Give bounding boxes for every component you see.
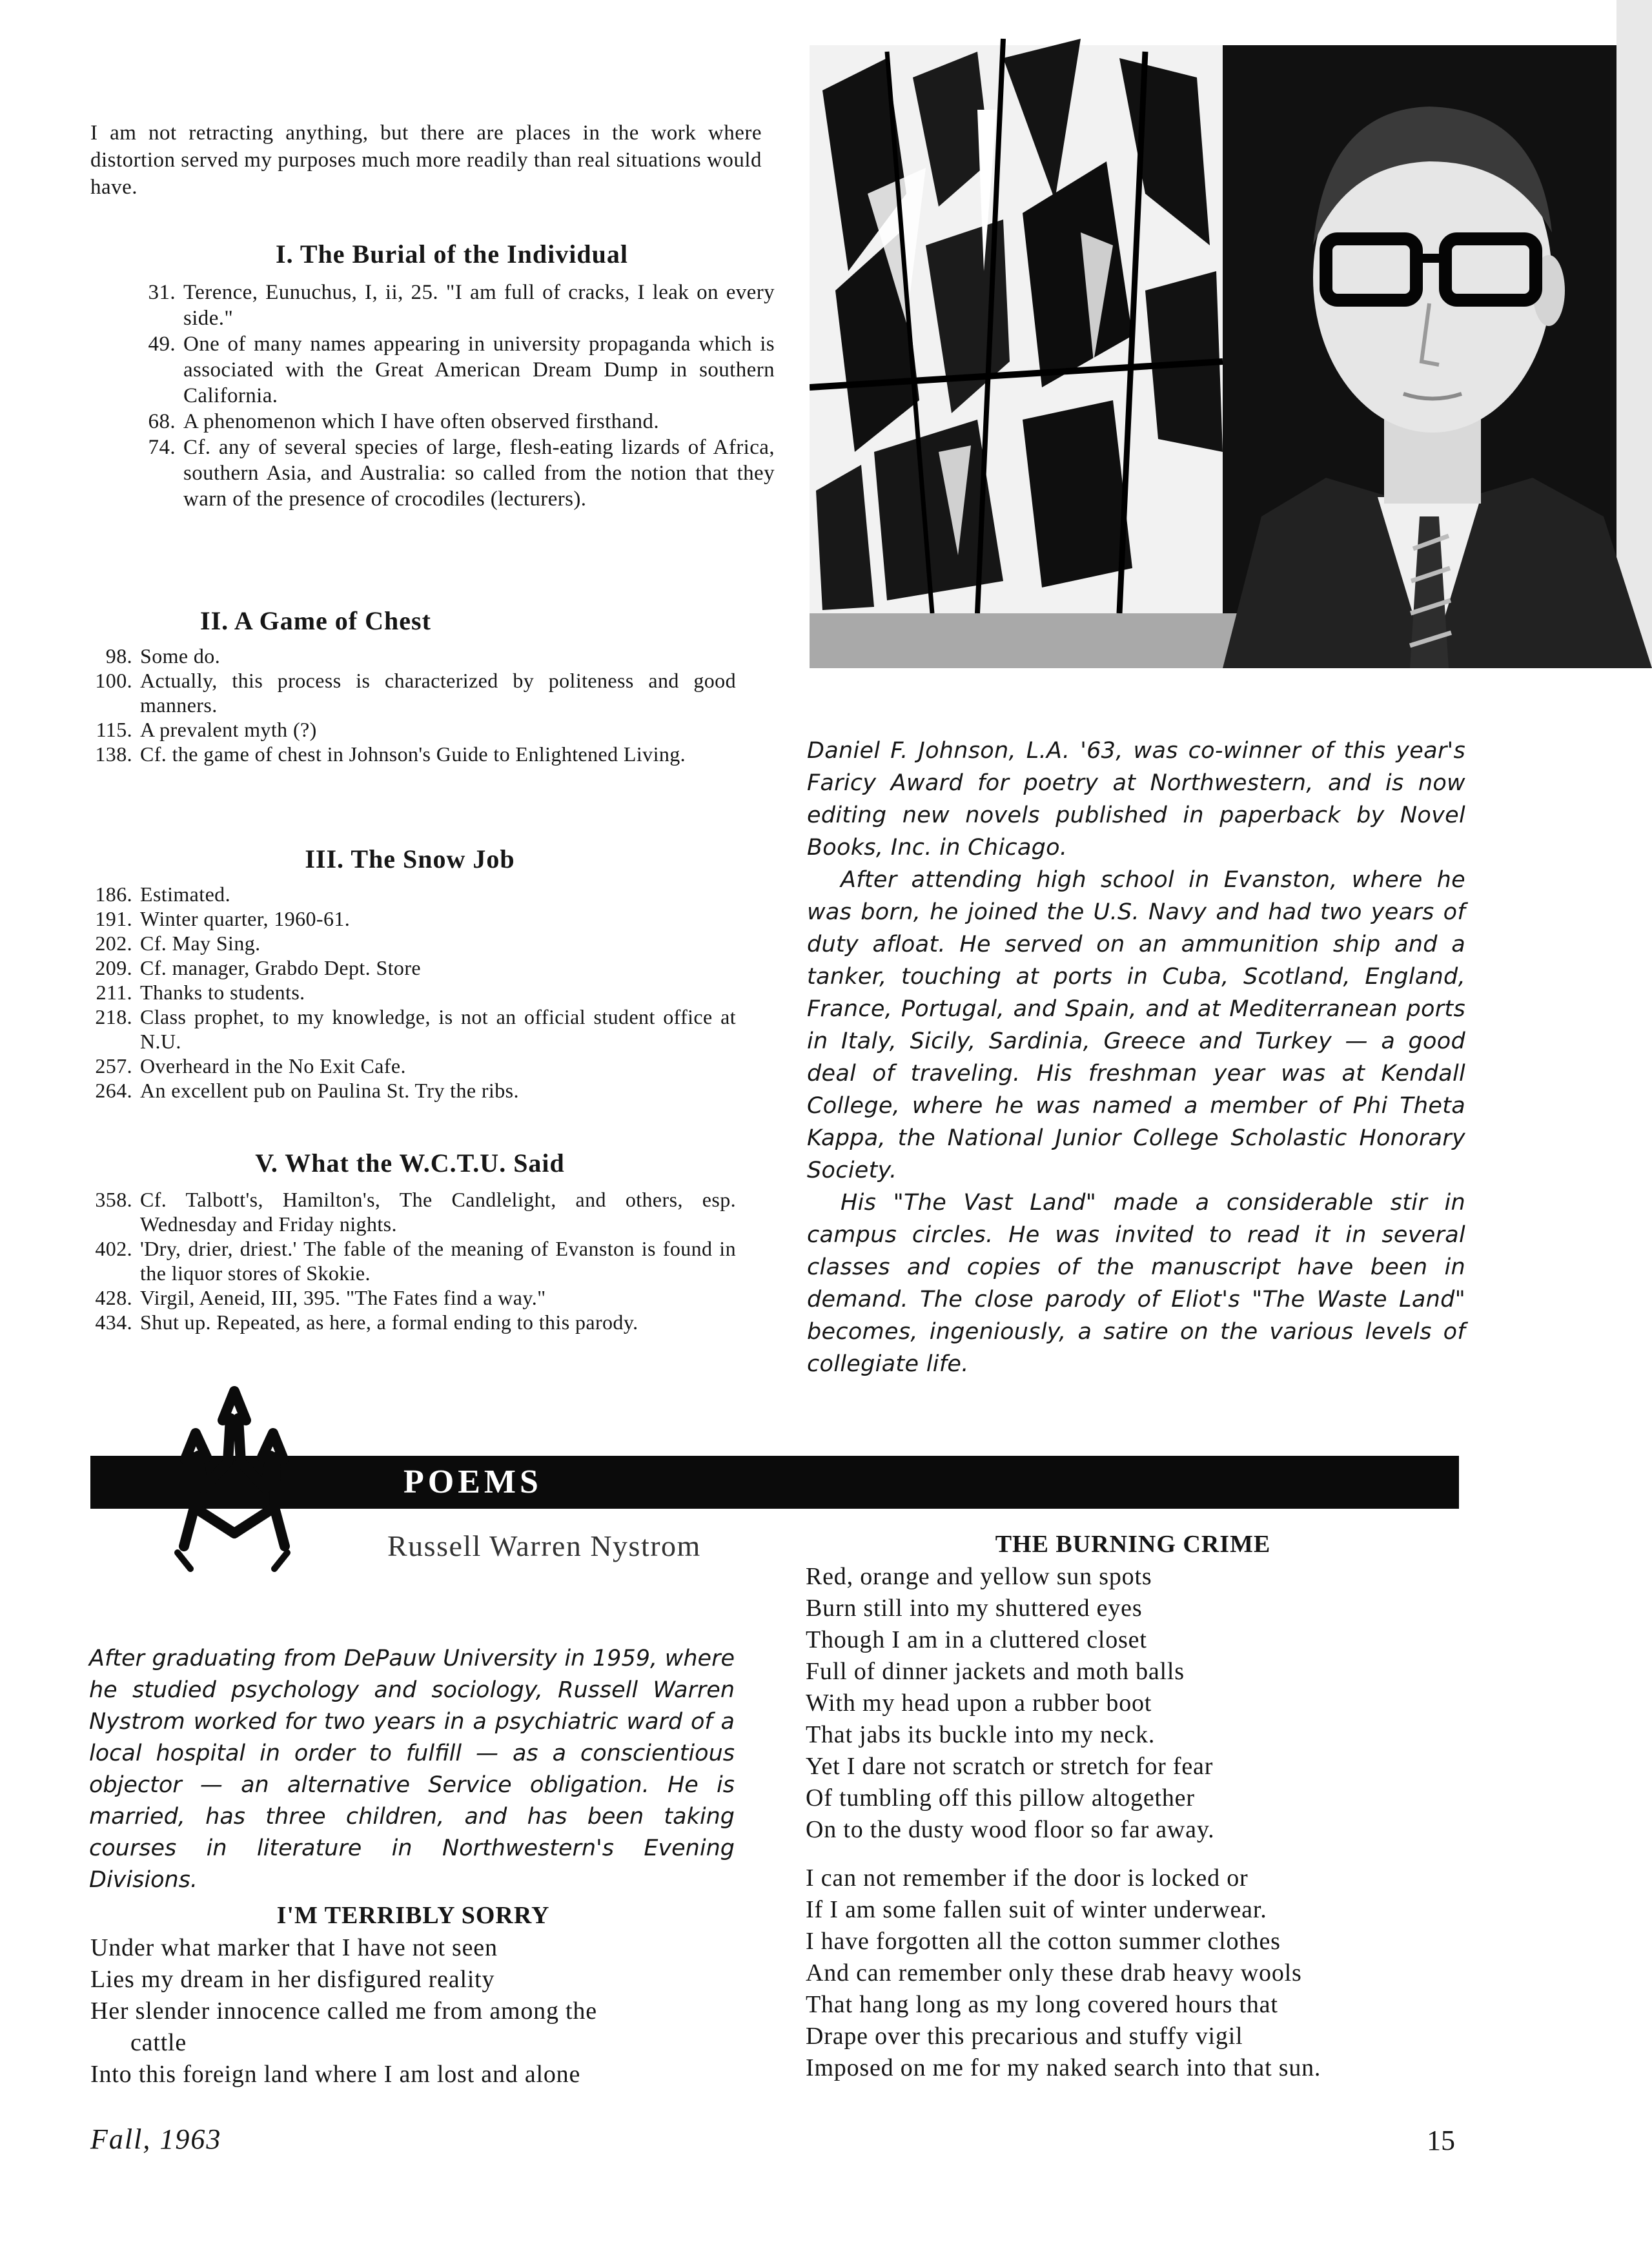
issue-date: Fall, 1963 xyxy=(90,2123,222,2155)
poem-line: On to the dusty wood floor so far away. xyxy=(806,1816,1215,1843)
note-text: 'Dry, drier, driest.' The fable of the meaning of Evanston is found in the liquor stores of Skokie. xyxy=(140,1237,736,1285)
note-number: 49. xyxy=(148,332,176,356)
note-number: 264. xyxy=(95,1079,132,1102)
abstract-painting xyxy=(810,39,1223,613)
note-item xyxy=(84,668,736,717)
page-number: 15 xyxy=(1427,2125,1455,2156)
note-text: Cf. May Sing. xyxy=(140,932,261,955)
author-photo xyxy=(810,0,1652,668)
note-number: 186. xyxy=(95,883,132,906)
note-item xyxy=(84,644,736,668)
note-number: 428. xyxy=(95,1286,132,1309)
johnson-bio xyxy=(807,735,1465,1380)
poem-body xyxy=(806,1561,1471,2084)
notes-list xyxy=(84,882,736,1103)
note-number: 211. xyxy=(96,981,132,1004)
note-number: 209. xyxy=(95,956,132,979)
poem-line: With my head upon a rubber boot xyxy=(806,1690,1152,1717)
note-item xyxy=(129,434,775,512)
section-title: III. The Snow Job xyxy=(305,844,515,873)
section-3 xyxy=(84,844,736,1103)
poem-line: I have forgotten all the cotton summer clothes xyxy=(806,1928,1281,1955)
note-item xyxy=(84,882,736,906)
bio-paragraph: His "The Vast Land" made a considerable stir in campus circles. He was invited to read it in several classes and copies of the manuscript have been in demand. The close parody of Eliot's "The Waste Land" becomes, ingeniously, a satire on the various levels of collegiate life. xyxy=(807,1190,1465,1377)
poem-title: THE BURNING CRIME xyxy=(995,1531,1271,1558)
intro-paragraph: I am not retracting anything, but there are places in the work where distortion served my purposes much more readily than real situations would have. xyxy=(90,121,762,199)
note-item xyxy=(129,331,775,409)
note-text: An excellent pub on Paulina St. Try the ribs. xyxy=(140,1079,519,1102)
note-item xyxy=(84,1285,736,1310)
note-text: Class prophet, to my knowledge, is not an official student office at N.U. xyxy=(140,1005,736,1053)
note-number: 74. xyxy=(148,436,176,459)
bio-paragraph: After attending high school in Evanston, where he was born, he joined the U.S. Navy and had two years of duty afloat. He served on an ammunition ship and a tanker, touching at ports in Cuba, Scotland, England, France, Portugal, and Spain, and at Mediterranean ports in Italy, Sicily, Sardinia, Greece and Turkey — a good deal of traveling. His freshman year was at Kendall College, where he was named a member of Phi Theta Kappa, the National Junior College Scholastic Honorary Society. xyxy=(807,867,1465,1183)
section-1 xyxy=(129,239,775,512)
notes-list xyxy=(84,644,736,766)
note-number: 31. xyxy=(148,281,176,304)
section-5 xyxy=(84,1148,736,1334)
note-item xyxy=(84,906,736,931)
note-item xyxy=(84,1236,736,1285)
note-number: 358. xyxy=(95,1188,132,1211)
poem-line: Imposed on me for my naked search into that sun. xyxy=(806,2054,1321,2081)
note-text: Cf. the game of chest in Johnson's Guide to Enlightened Living. xyxy=(140,742,686,766)
poem-line: That jabs its buckle into my neck. xyxy=(806,1721,1156,1748)
banner-logo-icon xyxy=(152,1385,316,1578)
note-text: Overheard in the No Exit Cafe. xyxy=(140,1054,406,1077)
poem-line: Into this foreign land where I am lost and alone xyxy=(90,2061,581,2088)
note-text: Some do. xyxy=(140,644,221,668)
notes-list xyxy=(129,280,775,512)
note-text: A phenomenon which I have often observed firsthand. xyxy=(183,410,660,433)
note-item xyxy=(84,1005,736,1054)
poem-line: Of tumbling off this pillow altogether xyxy=(806,1784,1195,1812)
section-title: V. What the W.C.T.U. Said xyxy=(255,1149,565,1178)
note-number: 257. xyxy=(95,1054,132,1077)
note-item xyxy=(84,1078,736,1103)
note-number: 191. xyxy=(95,907,132,930)
note-text: Cf. manager, Grabdo Dept. Store xyxy=(140,956,421,979)
poems-banner-title: POEMS xyxy=(403,1464,542,1500)
note-text: Winter quarter, 1960-61. xyxy=(140,907,351,930)
note-number: 98. xyxy=(105,644,132,668)
poem-line: Yet I dare not scratch or stretch for fear xyxy=(806,1753,1214,1780)
note-item xyxy=(84,717,736,742)
note-text: Cf. Talbott's, Hamilton's, The Candlelight, and others, esp. Wednesday and Friday nights. xyxy=(140,1188,736,1236)
note-number: 218. xyxy=(95,1005,132,1028)
poem-line: If I am some fallen suit of winter underwear. xyxy=(806,1896,1267,1923)
note-item xyxy=(84,931,736,955)
note-item xyxy=(84,955,736,980)
poem-line: Drape over this precarious and stuffy vigil xyxy=(806,2023,1243,2050)
poem-line: cattle xyxy=(130,2029,187,2056)
note-text: Shut up. Repeated, as here, a formal ending to this parody. xyxy=(140,1311,638,1334)
note-number: 138. xyxy=(95,742,132,766)
note-text: Terence, Eunuchus, I, ii, 25. "I am full of cracks, I leak on every side." xyxy=(183,281,775,330)
poem-line: Red, orange and yellow sun spots xyxy=(806,1563,1152,1590)
poem-line: Though I am in a cluttered closet xyxy=(806,1626,1147,1653)
poet-name: Russell Warren Nystrom xyxy=(387,1529,701,1562)
note-text: A prevalent myth (?) xyxy=(140,718,317,741)
note-number: 202. xyxy=(95,932,132,955)
note-text: Thanks to students. xyxy=(140,981,305,1004)
note-text: Actually, this process is characterized by politeness and good manners. xyxy=(140,669,736,717)
poem-line: And can remember only these drab heavy wools xyxy=(806,1959,1302,1986)
note-item xyxy=(84,1310,736,1334)
section-2 xyxy=(84,606,736,766)
poem-title: I'M TERRIBLY SORRY xyxy=(276,1902,550,1929)
note-number: 115. xyxy=(96,718,132,741)
note-number: 100. xyxy=(95,669,132,692)
note-text: One of many names appearing in university propaganda which is associated with the Great American Dream Dump in southern California. xyxy=(183,332,775,407)
note-item xyxy=(129,409,775,434)
poem-line: Lies my dream in her disfigured reality xyxy=(90,1966,495,1993)
bio-paragraph: Daniel F. Johnson, L.A. '63, was co-winner of this year's Faricy Award for poetry at Northwestern, and is now editing new novels published in paperback by Novel Books, Inc. in Chicago. xyxy=(807,738,1465,861)
notes-list xyxy=(84,1187,736,1334)
note-text: Cf. any of several species of large, flesh-eating lizards of Africa, southern Asia, and Australia: so called from the notion that they warn of the presence of crocodiles (lecturers). xyxy=(183,436,775,511)
poem-line: Burn still into my shuttered eyes xyxy=(806,1595,1143,1622)
note-item xyxy=(129,280,775,331)
note-number: 402. xyxy=(95,1237,132,1260)
poem-line: Her slender innocence called me from among the xyxy=(90,1997,597,2025)
poem-line: I can not remember if the door is locked or xyxy=(806,1864,1249,1892)
poem-line: Full of dinner jackets and moth balls xyxy=(806,1658,1185,1685)
note-number: 434. xyxy=(95,1311,132,1334)
poem-line: That hang long as my long covered hours that xyxy=(806,1991,1278,2018)
section-title: I. The Burial of the Individual xyxy=(276,240,628,269)
note-item xyxy=(84,742,736,766)
note-text: Estimated. xyxy=(140,883,230,906)
section-title: II. A Game of Chest xyxy=(200,606,431,635)
note-item xyxy=(84,1187,736,1236)
poem-line: Under what marker that I have not seen xyxy=(90,1934,498,1961)
poem-body xyxy=(90,1932,749,2090)
author-photo-graphic xyxy=(810,0,1652,668)
note-item xyxy=(84,980,736,1005)
note-item xyxy=(84,1054,736,1078)
nystrom-bio: After graduating from DePauw University in 1959, where he studied psychology and sociology, Russell Warren Nystrom worked for two years in a psychiatric ward of a local hospital in order to fulfill — as a conscientious objector — an alternative Service obligation. He is married, has three children, and has been taking courses in literature in Northwestern's Evening Divisions. xyxy=(89,1646,735,1893)
note-text: Virgil, Aeneid, III, 395. "The Fates find a way." xyxy=(140,1286,546,1309)
note-number: 68. xyxy=(148,410,176,433)
